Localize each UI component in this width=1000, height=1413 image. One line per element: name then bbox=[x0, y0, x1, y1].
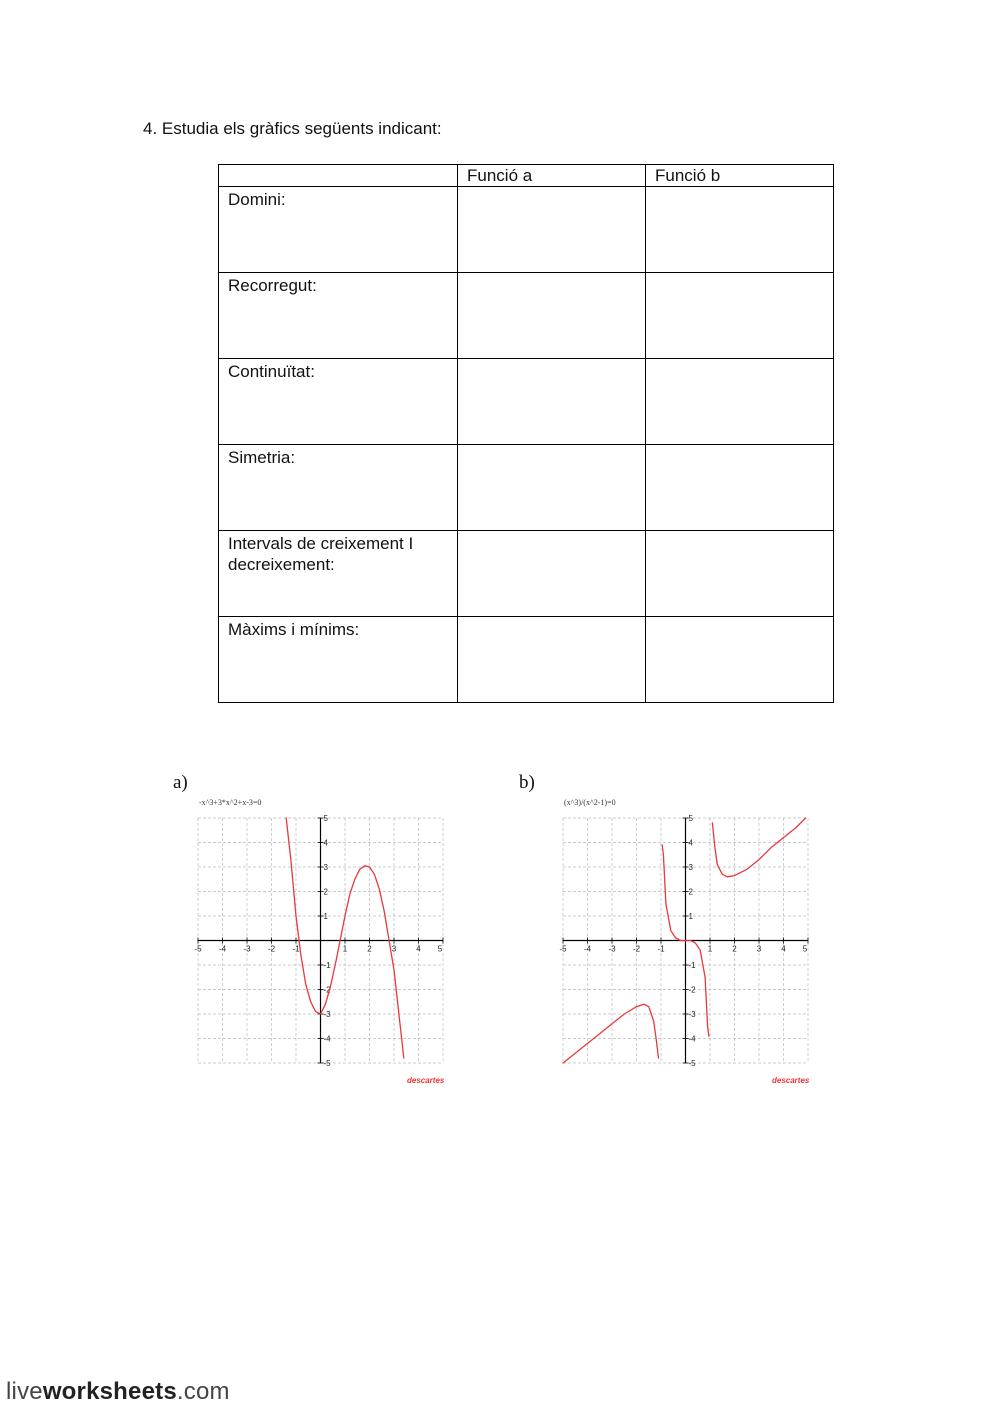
liveworksheets-logo: liveworksheets.com bbox=[6, 1378, 230, 1405]
y-tick-label: 3 bbox=[688, 863, 693, 872]
chart-b bbox=[559, 814, 808, 1068]
x-tick-label: 5 bbox=[437, 944, 443, 954]
table-row bbox=[219, 187, 834, 273]
header-cell-function-b: Funció b bbox=[646, 165, 834, 187]
chart-b-watermark: descartes bbox=[772, 1076, 810, 1085]
x-tick-label: 3 bbox=[756, 944, 762, 954]
x-tick-label: -2 bbox=[267, 944, 276, 954]
table-row bbox=[219, 273, 834, 359]
y-tick-label: -4 bbox=[688, 1034, 696, 1044]
x-tick-label: 4 bbox=[781, 944, 786, 954]
x-tick-label: 1 bbox=[342, 944, 348, 954]
chart-a bbox=[194, 814, 443, 1068]
header-cell-empty bbox=[219, 165, 458, 187]
chart-b-equation: (x^3)/(x^2-1)=0 bbox=[564, 798, 616, 807]
x-tick-label: 4 bbox=[416, 944, 421, 954]
function-curve bbox=[563, 1004, 659, 1063]
row-label: Simetria: bbox=[219, 445, 458, 531]
answer-cell-b[interactable] bbox=[646, 187, 834, 273]
header-cell-function-a: Funció a bbox=[458, 165, 646, 187]
table-row bbox=[219, 531, 834, 617]
answer-cell-b[interactable] bbox=[646, 531, 834, 617]
chart-b-label: b) bbox=[519, 772, 535, 793]
analysis-table bbox=[218, 164, 834, 703]
row-label: Continuïtat: bbox=[219, 359, 458, 445]
y-tick-label: -3 bbox=[688, 1010, 696, 1019]
y-tick-label: -1 bbox=[323, 961, 331, 970]
row-label: Màxims i mínims: bbox=[219, 617, 458, 703]
y-tick-label: -5 bbox=[688, 1059, 696, 1068]
y-tick-label: -3 bbox=[323, 1010, 331, 1019]
y-tick-label: 1 bbox=[688, 912, 693, 921]
answer-cell-a[interactable] bbox=[458, 531, 646, 617]
y-tick-label: 4 bbox=[688, 838, 693, 848]
x-tick-label: -3 bbox=[608, 944, 616, 954]
x-tick-label: -5 bbox=[559, 944, 567, 954]
y-tick-label: 2 bbox=[688, 887, 693, 897]
y-tick-label: 2 bbox=[323, 887, 328, 897]
x-tick-label: -2 bbox=[632, 944, 641, 954]
table-header-row bbox=[219, 165, 834, 187]
answer-cell-b[interactable] bbox=[646, 273, 834, 359]
exercise-prompt: 4. Estudia els gràfics següents indicant: bbox=[143, 119, 442, 138]
y-tick-label: -5 bbox=[323, 1059, 331, 1068]
answer-cell-a[interactable] bbox=[458, 359, 646, 445]
answer-cell-a[interactable] bbox=[458, 273, 646, 359]
x-tick-label: 2 bbox=[367, 944, 372, 954]
chart-a-label: a) bbox=[173, 772, 188, 793]
chart-a-watermark: descartes bbox=[407, 1076, 445, 1085]
y-tick-label: 4 bbox=[323, 838, 328, 848]
x-tick-label: -3 bbox=[243, 944, 251, 954]
y-tick-label: 3 bbox=[323, 863, 328, 872]
table-row bbox=[219, 617, 834, 703]
answer-cell-a[interactable] bbox=[458, 617, 646, 703]
row-label: Domini: bbox=[219, 187, 458, 273]
y-tick-label: -2 bbox=[323, 985, 331, 995]
x-tick-label: -4 bbox=[218, 944, 227, 954]
chart-a-equation: -x^3+3*x^2+x-3=0 bbox=[199, 798, 262, 807]
x-tick-label: -1 bbox=[657, 944, 665, 954]
function-curve bbox=[712, 818, 805, 877]
x-tick-label: -1 bbox=[292, 944, 300, 954]
table-row bbox=[219, 359, 834, 445]
y-tick-label: 1 bbox=[323, 912, 328, 921]
x-tick-label: -4 bbox=[583, 944, 592, 954]
answer-cell-a[interactable] bbox=[458, 187, 646, 273]
x-tick-label: 2 bbox=[732, 944, 737, 954]
x-tick-label: 3 bbox=[391, 944, 397, 954]
y-tick-label: -4 bbox=[323, 1034, 331, 1044]
row-label: Recorregut: bbox=[219, 273, 458, 359]
answer-cell-b[interactable] bbox=[646, 617, 834, 703]
x-tick-label: 5 bbox=[802, 944, 808, 954]
answer-cell-a[interactable] bbox=[458, 445, 646, 531]
y-tick-label: 5 bbox=[688, 814, 693, 823]
x-tick-label: 1 bbox=[707, 944, 713, 954]
x-tick-label: -5 bbox=[194, 944, 202, 954]
table-row bbox=[219, 445, 834, 531]
answer-cell-b[interactable] bbox=[646, 359, 834, 445]
y-tick-label: -1 bbox=[688, 961, 696, 970]
y-tick-label: 5 bbox=[323, 814, 328, 823]
answer-cell-b[interactable] bbox=[646, 445, 834, 531]
row-label: Intervals de creixement I decreixement: bbox=[219, 531, 458, 617]
y-tick-label: -2 bbox=[688, 985, 696, 995]
